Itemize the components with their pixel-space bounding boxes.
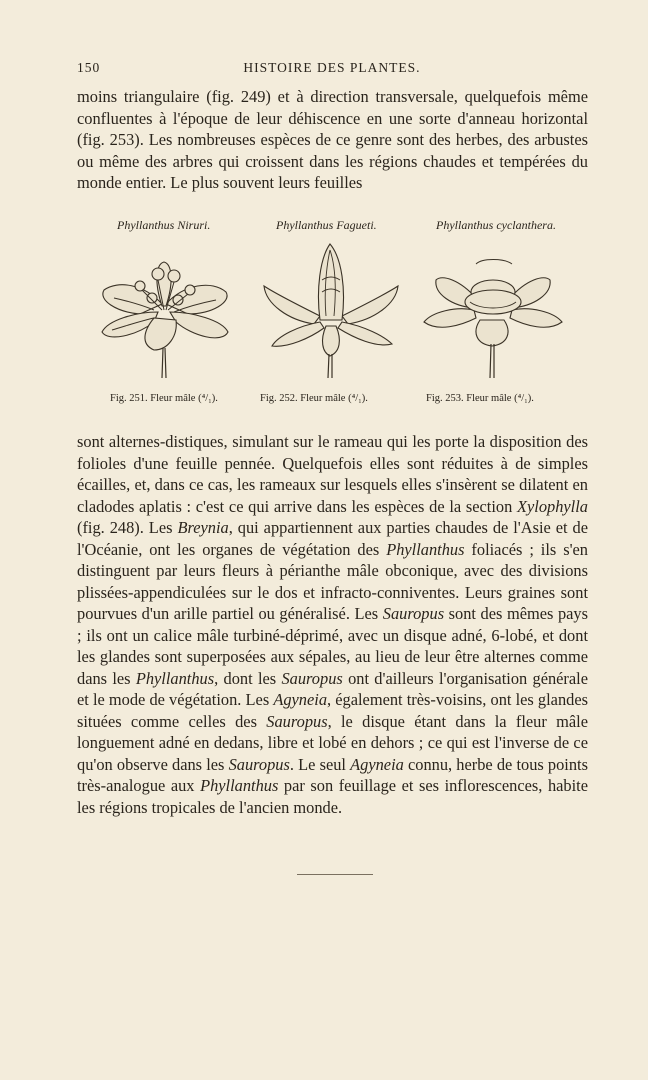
italic-term: Sauropus (228, 754, 290, 774)
paragraph-2 (77, 431, 588, 818)
text-run: connu, herbe de tous points très-analogue aux (77, 754, 588, 795)
text-run: (fig. 248). Les (77, 518, 178, 537)
italic-term: Xylophylla (516, 496, 588, 516)
text-run: par son feuillage et ses inflorescences, habite les régions tropicales de l'ancien monde. (77, 776, 588, 817)
flower-illustration-252 (258, 240, 404, 380)
figure-title-253: Phyllanthus cyclanthera. (436, 218, 556, 232)
italic-term: Sauropus (281, 668, 343, 688)
figure-caption-252: Fig. 252. Fleur mâle (⁴/₁). (260, 393, 368, 404)
end-rule (297, 874, 373, 875)
italic-term: Agyneia (350, 754, 404, 774)
text-run: moins triangulaire (fig. 249) et à direction transversale, quelquefois même confluentes à l'époque de leur déhiscence en une sorte d'anneau horizontal (fig. 253). Les nombreuses espèces de ce genre sont des herbes, des arbustes ou même des arbres qui croissent dans les régions chaudes et tempérées du monde entier. Le plus souvent leurs feuilles (77, 87, 588, 192)
figure-title-252: Phyllanthus Fagueti. (276, 218, 377, 232)
paragraph-1 (77, 86, 588, 194)
figure-title-251: Phyllanthus Niruri. (117, 218, 211, 232)
text-run: , dont les (214, 668, 282, 688)
flower-illustration-253 (420, 240, 566, 380)
italic-term: Sauropus (266, 711, 328, 731)
text-run: . Le seul (289, 754, 351, 774)
text-run: sont alternes-distiques, simulant sur le rameau qui les porte la disposition des folioles d'une feuille pennée. Quelquefois elles sont réduites à de simples écailles, et, dans ce cas, les rameaux sur lesquels elles s'insèrent se dilatent en cladodes aplatis : c'est ce qui arrive dans les espèces de la section (77, 432, 588, 516)
text-run: , le disque étant dans la fleur mâle longuement adné en dedans, libre et lobé en dehors ; ce qui est l'inverse de ce qu'on observe dans les (77, 711, 588, 774)
figure-caption-251: Fig. 251. Fleur mâle (⁴/₁). (110, 393, 218, 404)
text-run: ont d'ailleurs l'organisation générale et le mode de végétation. Les (77, 668, 588, 709)
text-run: sont des mêmes pays ; ils ont un calice mâle turbiné-déprimé, avec un disque adné, 6-lobé, et dont les glandes sont superposées aux sépales, au lieu de leur être alternes comme dans les (77, 604, 588, 688)
text-run: , qui appartiennent aux parties chaudes de l'Asie et de l'Océanie, ont les organes de végétation des (77, 518, 588, 559)
italic-term: Sauropus (382, 604, 445, 623)
italic-term: Agyneia (273, 690, 328, 709)
figure-caption-253: Fig. 253. Fleur mâle (⁴/₁). (426, 393, 534, 404)
running-title: HISTOIRE DES PLANTES. (243, 60, 421, 75)
italic-term: Phyllanthus (135, 668, 215, 688)
italic-term: Phyllanthus (386, 539, 465, 559)
flower-illustration-251 (92, 240, 238, 380)
italic-term: Phyllanthus (200, 776, 279, 795)
text-run: foliacés ; ils s'en distinguent par leurs fleurs à périanthe mâle obconique, avec des divisions plissées-appendiculées sur le dos et infracto-conniventes. Leurs graines sont pourvues d'un arille partiel ou généralisé. Les (77, 539, 589, 623)
italic-term: Breynia (177, 518, 229, 537)
page-number: 150 (77, 60, 101, 75)
text-run: , également très-voisins, ont les glandes situées comme celles des (77, 690, 588, 731)
page-header (77, 60, 587, 80)
